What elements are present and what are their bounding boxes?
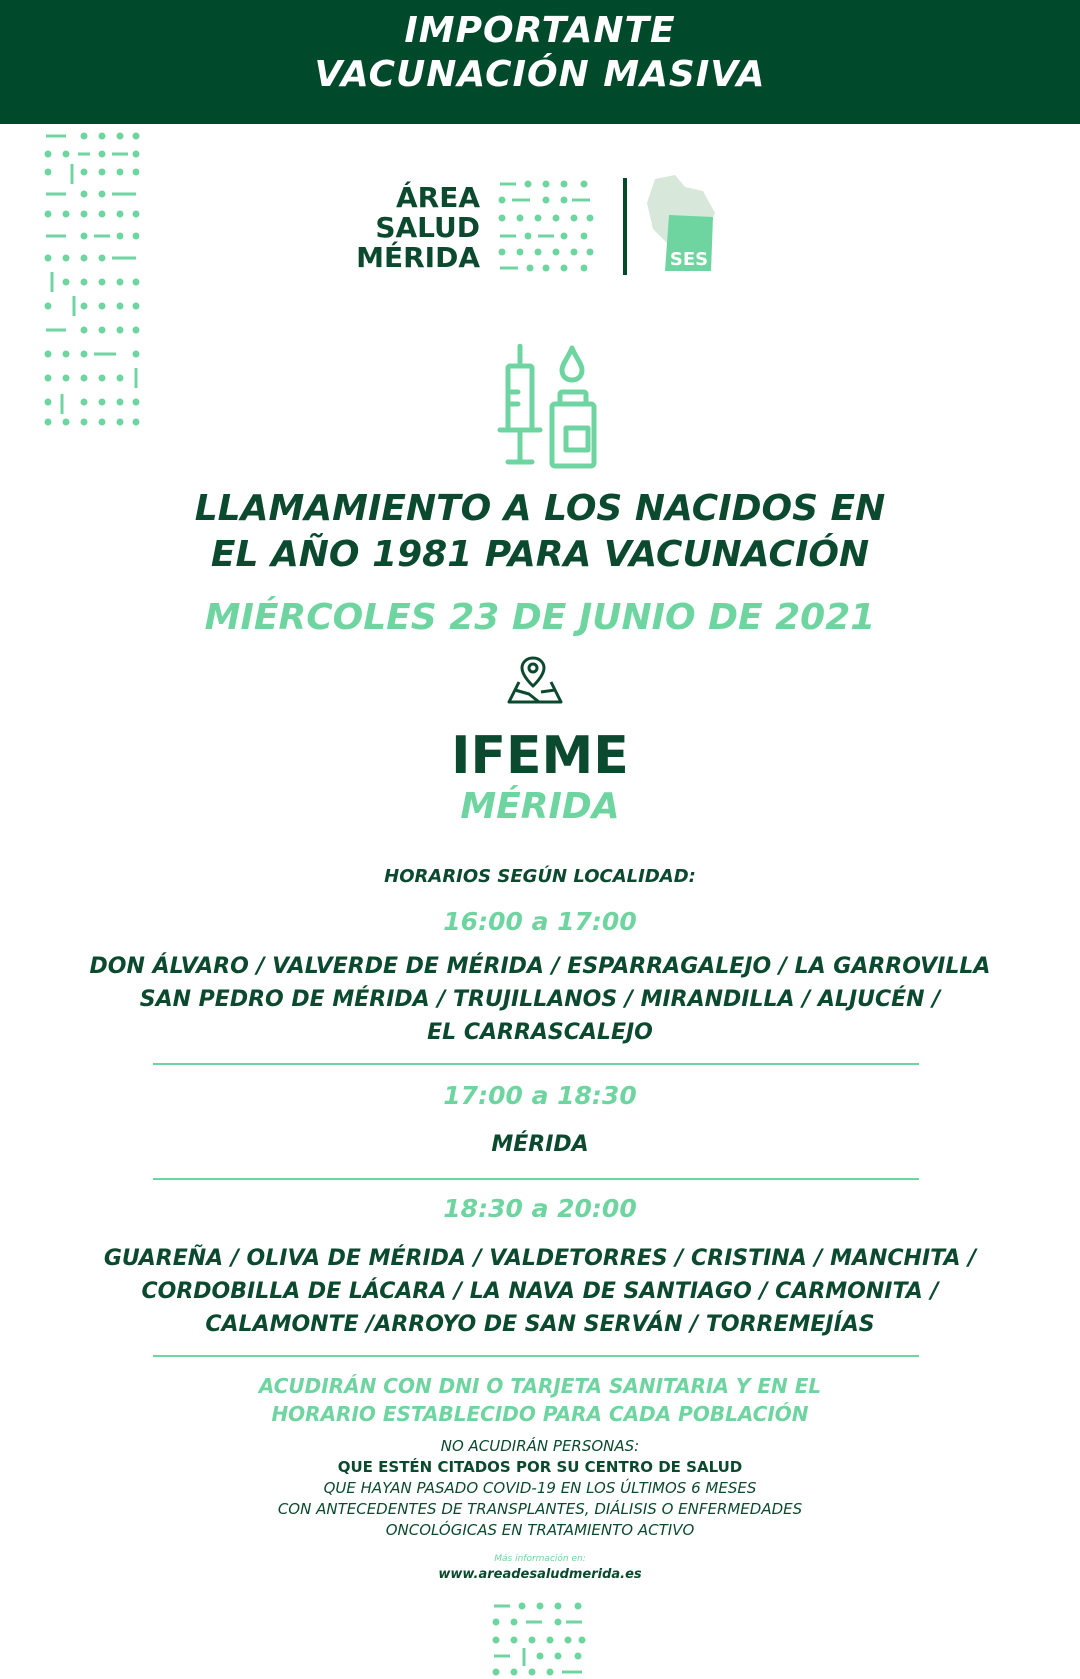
slot-1-towns [0,950,1080,1049]
venue-name: IFEME [451,726,629,786]
exclusion-item: ONCOLÓGICAS EN TRATAMIENTO ACTIVO [385,1521,695,1539]
vial-drop-icon [552,348,594,466]
slot-2-time: 17:00 a 18:30 [443,1081,637,1110]
decorative-dot-grid-bottom [492,1602,586,1676]
header-banner [0,0,1080,124]
slot-1-towns-line: EL CARRASCALEJO [427,1020,653,1045]
more-info-label: Más información en: [494,1554,586,1564]
syringe-icon [500,346,540,462]
slot-3-towns-line: CORDOBILLA DE LÁCARA / LA NAVA DE SANTIAGO / CARMONITA / [141,1279,939,1304]
logo-divider [623,178,627,275]
decorative-dot-grid-left [44,132,140,428]
slot-3-towns-line: GUAREÑA / OLIVA DE MÉRIDA / VALDETORRES / CRISTINA / MANCHITA / [103,1246,977,1271]
id-notice-line-2: HORARIO ESTABLECIDO PARA CADA POBLACIÓN [271,1402,809,1426]
logo-line-3: MÉRIDA [356,241,480,274]
title-line-1: LLAMAMIENTO A LOS NACIDOS EN [194,488,886,529]
exclusions-block [0,1436,1080,1541]
area-salud-merida-logo-text [356,183,480,273]
divider-2 [153,1178,919,1180]
schedule-heading: HORARIOS SEGÚN LOCALIDAD: [384,866,696,887]
slot-1-towns-line: SAN PEDRO DE MÉRIDA / TRUJILLANOS / MIRANDILLA / ALJUCÉN / [139,987,941,1012]
slot-3-time: 18:30 a 20:00 [443,1194,637,1223]
slot-2-towns-line: MÉRIDA [491,1132,589,1157]
ses-map-logo [645,173,717,279]
vaccine-icons [490,344,600,474]
exclusion-item: QUE HAYAN PASADO COVID-19 EN LOS ÚLTIMOS 6 MESES [323,1479,757,1497]
map-pin-icon [505,656,565,710]
slot-2-towns [0,1128,1080,1161]
slot-1-time: 16:00 a 17:00 [443,907,637,936]
header-line-2: VACUNACIÓN MASIVA [314,54,766,95]
exclusion-item: QUE ESTÉN CITADOS POR SU CENTRO DE SALUD [337,1458,743,1476]
logo-dot-grid [498,180,594,272]
logo-line-2: SALUD [375,211,480,244]
logo-line-1: ÁREA [395,181,480,214]
id-notice-line-1: ACUDIRÁN CON DNI O TARJETA SANITARIA Y EN EL [258,1374,822,1398]
divider-1 [153,1063,919,1065]
slot-3-towns [0,1242,1080,1341]
slot-1-towns-line: DON ÁLVARO / VALVERDE DE MÉRIDA / ESPARRAGALEJO / LA GARROVILLA [89,954,991,979]
header-line-1: IMPORTANTE [404,10,676,51]
exclusion-item: CON ANTECEDENTES DE TRANSPLANTES, DIÁLISIS O ENFERMEDADES [277,1500,803,1518]
id-notice [0,1372,1080,1428]
exclusions-heading: NO ACUDIRÁN PERSONAS: [440,1437,640,1455]
website-link[interactable]: www.areadesaludmerida.es [438,1567,642,1582]
ses-label: SES [669,249,709,270]
event-date: MIÉRCOLES 23 DE JUNIO DE 2021 [204,597,876,638]
divider-3 [153,1355,919,1357]
slot-3-towns-line: CALAMONTE /ARROYO DE SAN SERVÁN / TORREMEJÍAS [205,1312,875,1337]
title-line-2: EL AÑO 1981 PARA VACUNACIÓN [210,534,870,575]
venue-city: MÉRIDA [460,786,620,827]
